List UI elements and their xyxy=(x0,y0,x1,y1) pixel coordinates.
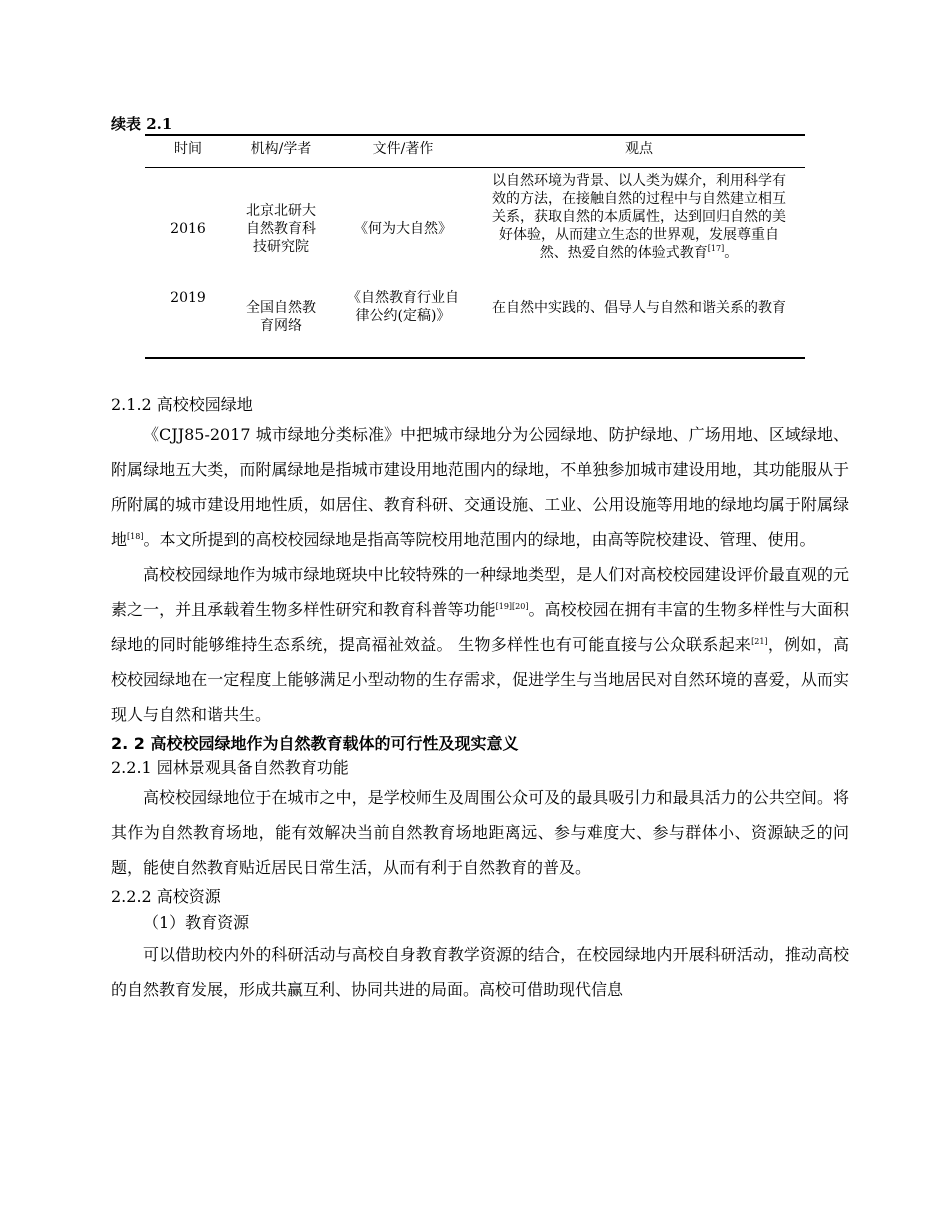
table xyxy=(145,134,805,359)
paragraph: 高校校园绿地位于在城市之中，是学校师生及周围公众可及的最具吸引力和最具活力的公共空间。将其作为自然教育场地，能有效解决当前自然教育场地距离远、参与难度大、参与群体小、资源缺乏的问题，能使自然教育贴近居民日常生活，从而有利于自然教育的普及。 xyxy=(111,788,849,877)
paragraph-text: ，例如，高校校园绿地在一定程度上能够满足小型动物的生存需求，促进学生与当地居民对自然环境的喜爱，从而实现人与自然和谐共生。 xyxy=(111,635,849,724)
cell-institution: 北京北研大自然教育科技研究院 xyxy=(246,202,316,255)
header-time: 时间 xyxy=(174,141,202,157)
header-work: 文件/著作 xyxy=(372,141,434,157)
citation-18: [18] xyxy=(127,532,144,541)
table-row xyxy=(145,168,805,285)
paragraph-text: 。本文所提到的高校校园绿地是指高等院校用地范围内的绿地，由高等院校建设、管理、使用。 xyxy=(143,530,816,549)
paragraph xyxy=(111,417,849,557)
citation-19-20: [19][20] xyxy=(495,602,529,611)
table-bottom-rule xyxy=(145,357,805,359)
table-header-row xyxy=(145,136,805,167)
body-text xyxy=(111,393,849,1007)
table-row xyxy=(145,285,805,357)
cell-work: 《何为大自然》 xyxy=(354,220,452,237)
cell-work: 《自然教育行业自律公约(定稿)》 xyxy=(347,290,459,324)
subheading-education-resources: （1）教育资源 xyxy=(143,913,250,932)
paragraph-text: 《CJJ85-2017 城市绿地分类标准》中把城市绿地分为公园绿地、防护绿地、广场用地、区域绿地、附属绿地五大类，而附属绿地是指城市建设用地范围内的绿地，不单独参加城市建设用地，其功能服从于所附属的城市建设用地性质，如居住、教育科研、交通设施、工业、公用设施等用地的绿地均属于附属绿地 xyxy=(111,425,849,549)
cell-institution: 全国自然教育网络 xyxy=(246,300,316,334)
cell-year: 2019 xyxy=(170,290,206,306)
cell-view-end: 。 xyxy=(724,245,739,261)
section-heading-2-2-1: 2.2.1 园林景观具备自然教育功能 xyxy=(111,758,349,777)
cell-year: 2016 xyxy=(170,220,206,237)
section-heading-2-2-2: 2.2.2 高校资源 xyxy=(111,887,221,906)
section-heading-2-2: 2. 2 高校校园绿地作为自然教育载体的可行性及现实意义 xyxy=(111,734,519,753)
cell-view-text: 以自然环境为背景、以人类为媒介，利用科学有效的方法，在接触自然的过程中与自然建立相互关系，获取自然的本质属性，达到回归自然的美好体验，从而建立生态的世界观，发展尊重自然、热爱自然的体验式教育 xyxy=(492,173,786,261)
paragraph: 可以借助校内外的科研活动与高校自身教育教学资源的结合，在校园绿地内开展科研活动，推动高校的自然教育发展，形成共赢互利、协同共进的局面。高校可借助现代信息 xyxy=(111,945,849,999)
header-institution: 机构/学者 xyxy=(250,141,312,157)
citation-21: [21] xyxy=(751,637,768,646)
cell-view: 在自然中实践的、倡导人与自然和谐关系的教育 xyxy=(492,300,786,316)
paragraph-text: 高校校园绿地作为城市绿地斑块中比较特殊的一种绿地类型，是人们对高校校园建设评价最直观的元素之一，并且承载着生物多样性研究和教育科普等功能 xyxy=(111,565,849,619)
paragraph xyxy=(111,557,849,732)
table-caption: 续表 2.1 xyxy=(111,115,173,133)
cell-view xyxy=(475,172,805,285)
header-view: 观点 xyxy=(625,141,653,157)
paragraph-text: 。高校校园在拥有丰富的生物多样性与大面积绿地的同时能够维持生态系统，提高福祉效益。 生物多样性也有可能直接与公众联系起来 xyxy=(111,600,849,654)
section-heading-2-1-2: 2.1.2 高校校园绿地 xyxy=(111,395,253,414)
citation-17: [17] xyxy=(707,244,725,253)
